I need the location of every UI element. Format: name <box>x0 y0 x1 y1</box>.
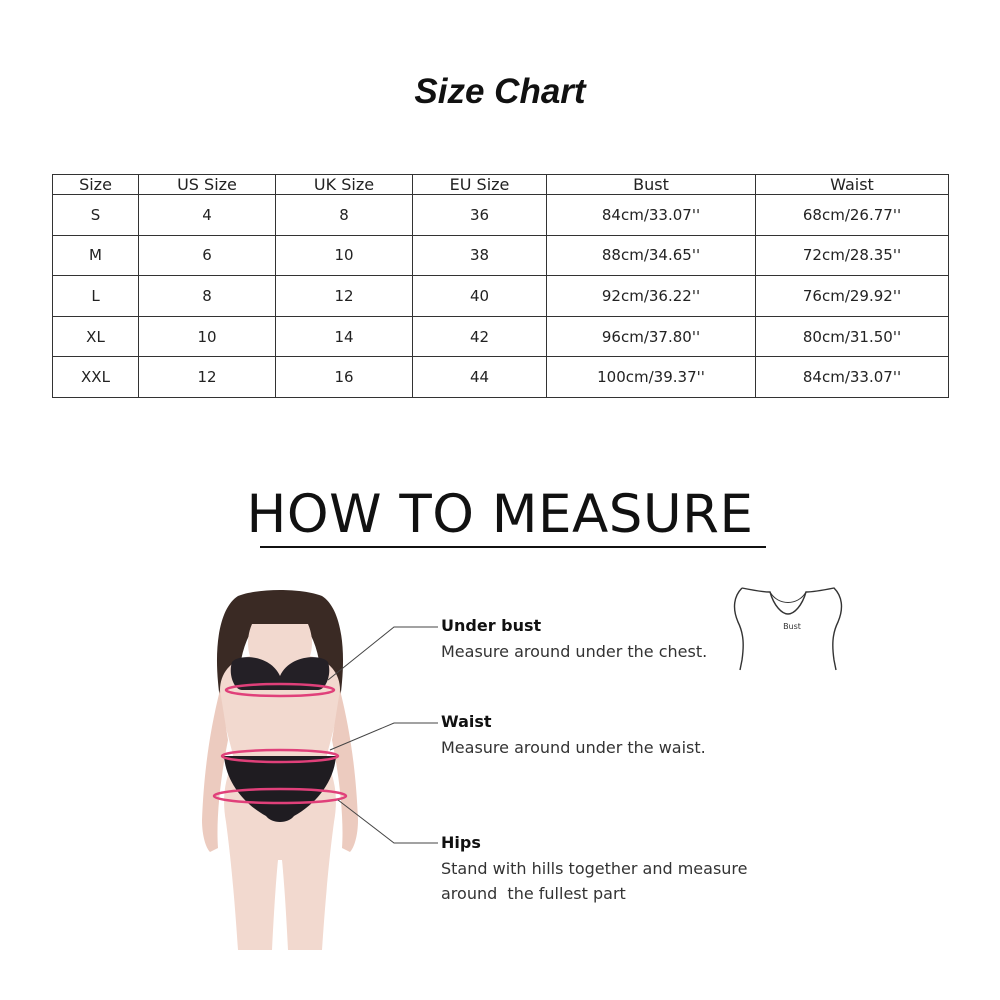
table-cell: 84cm/33.07'' <box>547 195 756 236</box>
table-cell: 6 <box>139 235 276 276</box>
table-cell: L <box>53 276 139 317</box>
garment-neckline <box>770 592 806 603</box>
size-chart-title: Size Chart <box>414 72 586 111</box>
table-cell: 12 <box>276 276 413 317</box>
table-cell: 8 <box>139 276 276 317</box>
tip-under-bust <box>441 616 707 664</box>
body-figure-illustration <box>180 590 380 950</box>
table-cell: XL <box>53 316 139 357</box>
table-cell: 100cm/39.37'' <box>547 357 756 398</box>
table-cell: 8 <box>276 195 413 236</box>
table-cell: 38 <box>413 235 547 276</box>
table-cell: S <box>53 195 139 236</box>
table-cell: 42 <box>413 316 547 357</box>
header-cell-bust: Bust <box>547 175 756 195</box>
table-cell: M <box>53 235 139 276</box>
tip-text: Measure around under the waist. <box>441 738 706 757</box>
table-cell: 40 <box>413 276 547 317</box>
table-cell: 10 <box>276 235 413 276</box>
table-cell: 4 <box>139 195 276 236</box>
table-cell: 88cm/34.65'' <box>547 235 756 276</box>
table-cell: 72cm/28.35'' <box>756 235 949 276</box>
table-row <box>53 316 949 357</box>
table-cell: 84cm/33.07'' <box>756 357 949 398</box>
garment-outline-illustration <box>728 582 848 674</box>
tip-title: Hips <box>441 833 481 852</box>
garment-bust-label: Bust <box>783 622 801 631</box>
size-chart-table <box>52 174 949 398</box>
table-header-row <box>53 175 949 195</box>
tip-hips <box>441 833 748 906</box>
header-cell-waist: Waist <box>756 175 949 195</box>
table-cell: XXL <box>53 357 139 398</box>
how-to-measure-heading: HOW TO MEASURE <box>246 484 754 545</box>
table-cell: 44 <box>413 357 547 398</box>
header-cell-size: Size <box>53 175 139 195</box>
table-cell: 14 <box>276 316 413 357</box>
table-row <box>53 195 949 236</box>
tip-text: Stand with hills together and measure <box>441 859 748 878</box>
table-cell: 12 <box>139 357 276 398</box>
heading-underline <box>260 546 766 548</box>
table-row <box>53 235 949 276</box>
header-cell-us-size: US Size <box>139 175 276 195</box>
tip-title: Waist <box>441 712 492 731</box>
table-cell: 76cm/29.92'' <box>756 276 949 317</box>
table-row <box>53 357 949 398</box>
tip-waist <box>441 712 706 760</box>
table-cell: 36 <box>413 195 547 236</box>
header-cell-uk-size: UK Size <box>276 175 413 195</box>
header-cell-eu-size: EU Size <box>413 175 547 195</box>
tip-title: Under bust <box>441 616 542 635</box>
table-cell: 10 <box>139 316 276 357</box>
tip-text: around the fullest part <box>441 884 626 903</box>
table-cell: 92cm/36.22'' <box>547 276 756 317</box>
table-row <box>53 276 949 317</box>
table-cell: 68cm/26.77'' <box>756 195 949 236</box>
table-cell: 16 <box>276 357 413 398</box>
tip-text: Measure around under the chest. <box>441 642 708 661</box>
table-cell: 96cm/37.80'' <box>547 316 756 357</box>
table-cell: 80cm/31.50'' <box>756 316 949 357</box>
